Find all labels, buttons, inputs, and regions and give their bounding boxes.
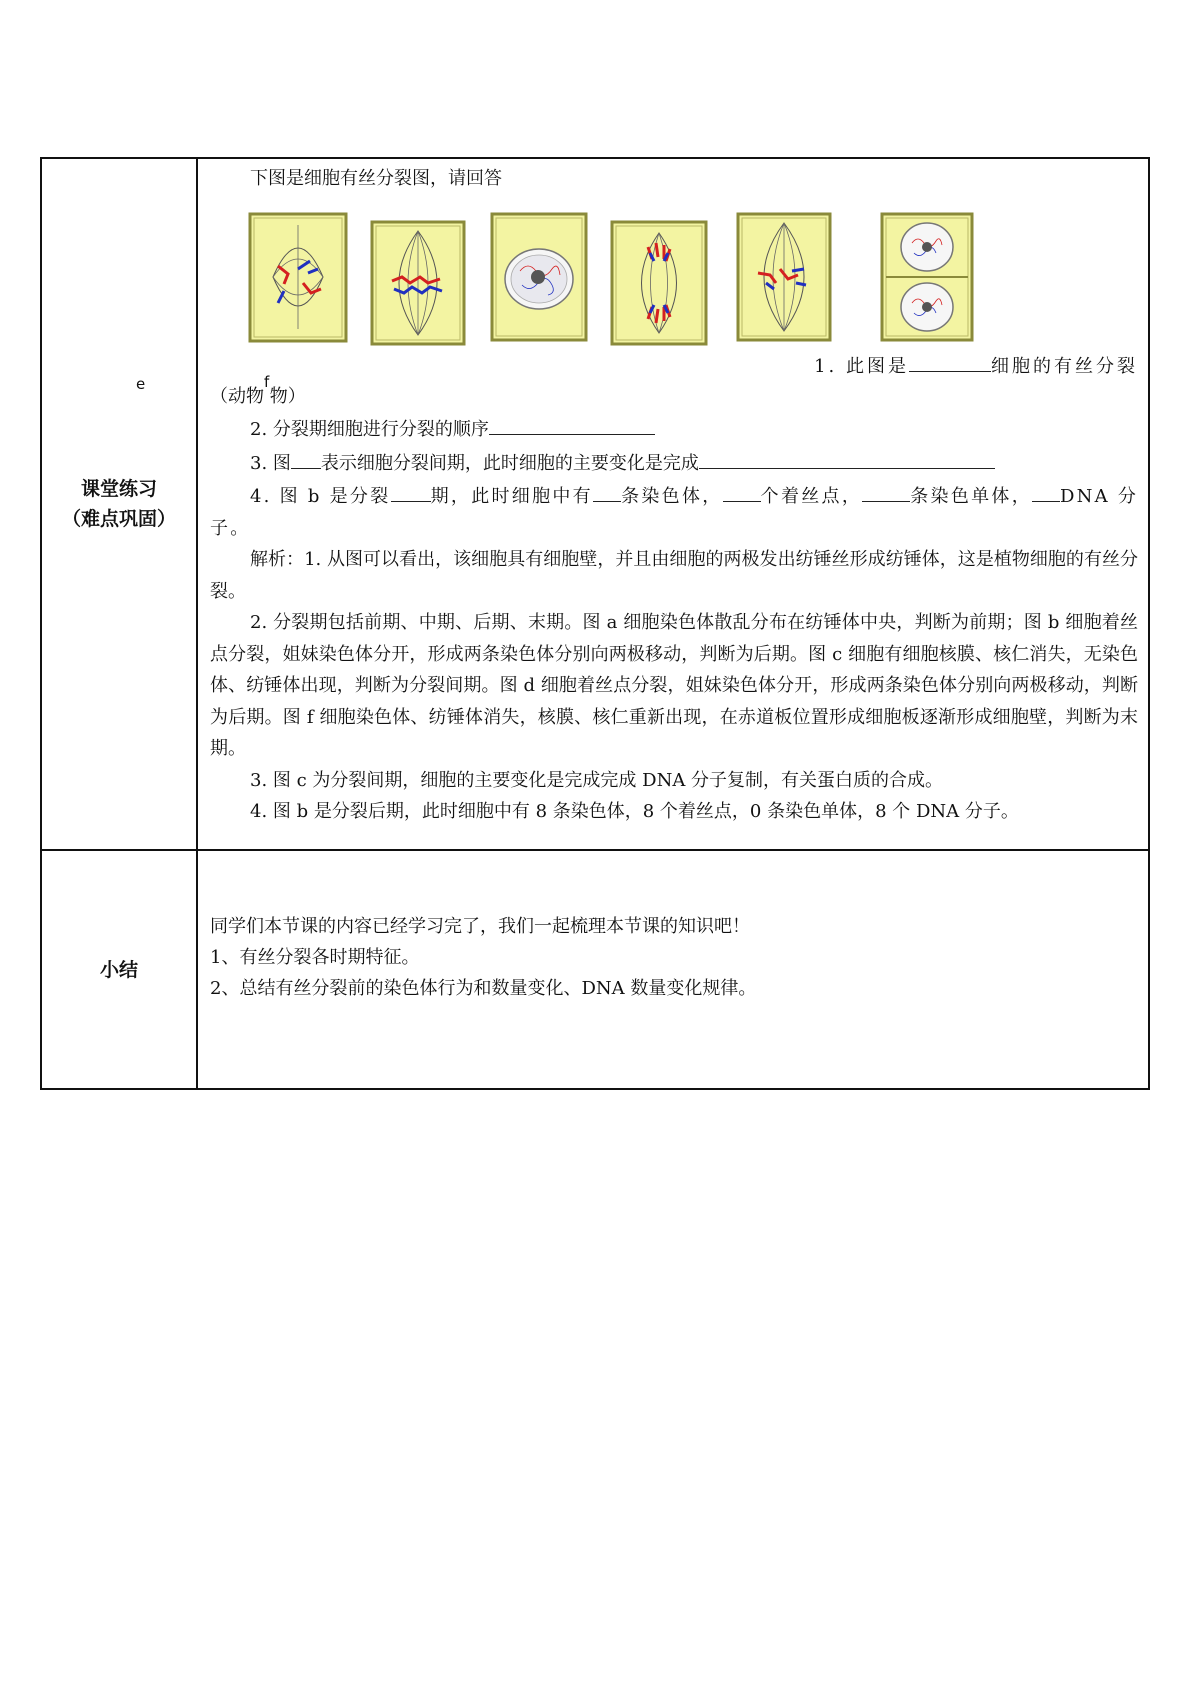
lesson-table xyxy=(40,157,1150,1090)
question-4-text-a: 4. 图 b 是分裂 xyxy=(250,486,391,507)
question-1-line xyxy=(198,349,1148,380)
answer-3: 3. 图 c 为分裂间期，细胞的主要变化是完成完成 DNA 分子复制，有关蛋白质的合成。 xyxy=(250,769,944,791)
exercise-intro: 下图是细胞有丝分裂图，请回答 xyxy=(250,168,502,189)
question-3 xyxy=(210,446,1138,480)
exercise-row xyxy=(41,158,1149,850)
answer-1: 解析：1. 从图可以看出，该细胞具有细胞壁，并且由细胞的两极发出纺锤丝形成纺锤体，这是植物细胞的有丝分裂。 xyxy=(210,549,1138,602)
question-1-text-a: 1. 此图是 xyxy=(814,356,909,377)
question-3-blank-figure[interactable] xyxy=(291,446,321,469)
question-4-text-b: 期，此时细胞中有 xyxy=(430,486,593,507)
stray-label-f: f xyxy=(264,373,270,391)
question-3-blank-change[interactable] xyxy=(699,446,995,469)
question-3-text-b: 表示细胞分裂间期，此时细胞的主要变化是完成 xyxy=(320,452,699,474)
question-1-text-b: 细胞的有丝分裂 xyxy=(991,356,1138,377)
exercise-content-cell xyxy=(136,158,1149,850)
mitosis-figures xyxy=(248,211,1068,361)
question-1-continuation: （动物 物） xyxy=(210,386,306,407)
summary-row xyxy=(41,850,1149,1089)
exercise-label-line2: （难点巩固） xyxy=(61,508,176,530)
stray-label-e: e xyxy=(136,375,146,393)
cell-figure-2 xyxy=(372,222,464,344)
question-4-blank-chromatids[interactable] xyxy=(862,479,910,502)
question-4-blank-dna[interactable] xyxy=(1032,479,1060,502)
exercise-paragraphs xyxy=(210,412,1138,828)
question-2-blank[interactable] xyxy=(489,412,655,435)
question-3-text-a: 3. 图 xyxy=(250,452,291,474)
question-4-blank-phase[interactable] xyxy=(391,479,431,502)
answer-4: 4. 图 b 是分裂后期，此时细胞中有 8 条染色体，8 个着丝点，0 条染色单体，8 个 DNA 分子。 xyxy=(250,801,1019,822)
cell-figure-6 xyxy=(882,214,972,340)
exercise-label-cell xyxy=(41,158,197,850)
mitosis-figures-svg xyxy=(248,211,1068,361)
cell-figure-5 xyxy=(738,214,830,340)
summary-line-3: 2、总结有丝分裂前的染色体行为和数量变化、DNA 数量变化规律。 xyxy=(210,978,757,999)
question-1-blank[interactable] xyxy=(909,349,991,372)
summary-label-cell xyxy=(41,850,197,1089)
question-4-blank-centromeres[interactable] xyxy=(723,479,761,502)
question-4-blank-chromosomes[interactable] xyxy=(593,479,621,502)
answer-2: 2. 分裂期包括前期、中期、后期、末期。图 a 细胞染色体散乱分布在纺锤体中央，判断为前期；图 b 细胞着丝点分裂，姐妹染色体分开，形成两条染色体分别向两极移动，判断为后期。图 c 细胞有细胞核膜、核仁消失，无染色体、纺锤体出现，判断为分裂间期。图 d 细胞着丝点分裂，姐妹染色体分开，形成两条染色体分别向两极移动，判断为后期。图 f 细胞染色体、纺锤体消失，核膜、核仁重新出现，在赤道板位置形成细胞板逐渐形成细胞壁，判断为末期。 xyxy=(210,612,1138,759)
cell-figure-1 xyxy=(250,214,346,341)
question-4-text-e: 条染色单体， xyxy=(910,486,1033,507)
summary-lines xyxy=(210,911,756,1004)
summary-line-1: 同学们本节课的内容已经学习完了，我们一起梳理本节课的知识吧！ xyxy=(210,916,750,937)
question-4-text-d: 个着丝点， xyxy=(760,486,863,507)
summary-line-2: 1、有丝分裂各时期特征。 xyxy=(210,947,420,968)
exercise-label-line1: 课堂练习 xyxy=(80,478,157,500)
cell-figure-3 xyxy=(492,214,586,340)
question-2 xyxy=(210,412,1138,446)
question-4-text-c: 条染色体， xyxy=(620,486,723,507)
cell-figure-4 xyxy=(612,222,706,344)
summary-label: 小结 xyxy=(99,958,138,981)
question-2-text: 2. 分裂期细胞进行分裂的顺序 xyxy=(250,419,489,440)
question-4-text-f: DNA 分子。 xyxy=(210,486,1139,539)
question-4 xyxy=(210,479,1138,544)
summary-content-cell xyxy=(197,850,1149,1089)
